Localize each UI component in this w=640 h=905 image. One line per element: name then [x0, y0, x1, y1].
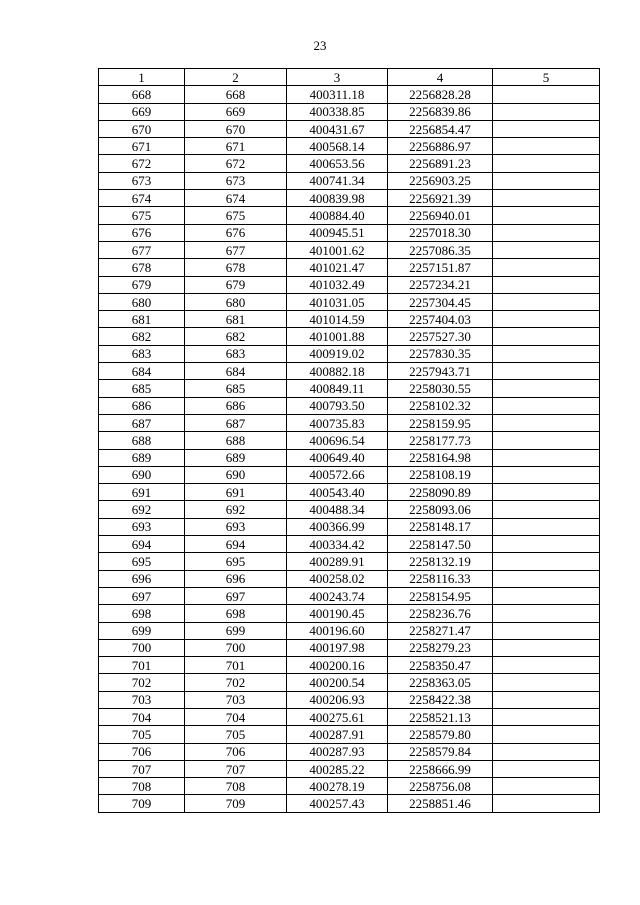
table-cell: 673 — [99, 172, 185, 189]
table-row — [99, 207, 600, 224]
table-row — [99, 449, 600, 466]
table-cell: 687 — [99, 414, 185, 431]
table-cell: 693 — [99, 518, 185, 535]
table-cell: 400285.22 — [287, 760, 388, 777]
table-cell — [493, 466, 600, 483]
table-cell: 694 — [99, 536, 185, 553]
table-cell — [493, 138, 600, 155]
table-cell: 401001.88 — [287, 328, 388, 345]
table-cell — [493, 570, 600, 587]
table-cell — [493, 328, 600, 345]
table-row — [99, 414, 600, 431]
table-cell: 400568.14 — [287, 138, 388, 155]
table-cell: 2258159.95 — [388, 414, 493, 431]
table-cell: 400338.85 — [287, 103, 388, 120]
table-cell — [493, 172, 600, 189]
table-cell: 400200.16 — [287, 657, 388, 674]
table-cell: 2258093.06 — [388, 501, 493, 518]
table-cell — [493, 345, 600, 362]
table-row — [99, 138, 600, 155]
table-cell — [493, 778, 600, 795]
table-cell: 2258147.50 — [388, 536, 493, 553]
table-cell: 685 — [185, 380, 287, 397]
column-header: 1 — [99, 69, 185, 86]
table-cell — [493, 674, 600, 691]
table-cell: 401031.05 — [287, 293, 388, 310]
table-cell: 2258521.13 — [388, 708, 493, 725]
table-cell: 694 — [185, 536, 287, 553]
table-cell: 2257018.30 — [388, 224, 493, 241]
table-cell — [493, 639, 600, 656]
table-cell: 669 — [99, 103, 185, 120]
table-cell: 400653.56 — [287, 155, 388, 172]
column-header: 5 — [493, 69, 600, 86]
table-cell: 2258154.95 — [388, 587, 493, 604]
table-cell: 400741.34 — [287, 172, 388, 189]
column-header: 2 — [185, 69, 287, 86]
table-cell: 669 — [185, 103, 287, 120]
table-cell — [493, 311, 600, 328]
table-cell: 2258132.19 — [388, 553, 493, 570]
table-row — [99, 328, 600, 345]
table-cell — [493, 190, 600, 207]
table-cell: 675 — [185, 207, 287, 224]
table-cell: 2256891.23 — [388, 155, 493, 172]
table-cell: 2258579.84 — [388, 743, 493, 760]
coordinates-table — [98, 68, 600, 813]
table-row — [99, 86, 600, 103]
table-cell: 2257404.03 — [388, 311, 493, 328]
table-cell: 688 — [99, 432, 185, 449]
table-cell: 400882.18 — [287, 363, 388, 380]
table-cell — [493, 743, 600, 760]
table-cell: 400275.61 — [287, 708, 388, 725]
table-cell: 676 — [99, 224, 185, 241]
table-cell — [493, 484, 600, 501]
table-cell: 692 — [99, 501, 185, 518]
table-cell — [493, 155, 600, 172]
table-cell: 400278.19 — [287, 778, 388, 795]
table-row — [99, 536, 600, 553]
table-header-row — [99, 69, 600, 86]
table-cell — [493, 86, 600, 103]
table-cell: 400884.40 — [287, 207, 388, 224]
table-row — [99, 639, 600, 656]
table-cell: 698 — [185, 605, 287, 622]
table-cell: 674 — [185, 190, 287, 207]
table-cell: 700 — [99, 639, 185, 656]
table-cell: 2258279.23 — [388, 639, 493, 656]
table-row — [99, 674, 600, 691]
table-cell: 681 — [185, 311, 287, 328]
table-cell: 2258090.89 — [388, 484, 493, 501]
table-cell: 684 — [185, 363, 287, 380]
table-cell — [493, 708, 600, 725]
table-cell — [493, 587, 600, 604]
table-cell: 708 — [99, 778, 185, 795]
table-cell: 400257.43 — [287, 795, 388, 812]
table-cell — [493, 760, 600, 777]
table-cell — [493, 605, 600, 622]
table-cell: 670 — [185, 120, 287, 137]
table-row — [99, 778, 600, 795]
table-cell: 400200.54 — [287, 674, 388, 691]
table-cell: 2258116.33 — [388, 570, 493, 587]
table-cell: 675 — [99, 207, 185, 224]
table-cell: 2256828.28 — [388, 86, 493, 103]
table-cell — [493, 103, 600, 120]
table-cell: 686 — [99, 397, 185, 414]
table-row — [99, 466, 600, 483]
table-cell: 706 — [185, 743, 287, 760]
table-cell — [493, 241, 600, 258]
table-cell: 679 — [185, 276, 287, 293]
table-cell: 679 — [99, 276, 185, 293]
table-cell: 699 — [185, 622, 287, 639]
table-cell — [493, 622, 600, 639]
table-cell: 689 — [99, 449, 185, 466]
table-cell: 668 — [185, 86, 287, 103]
table-cell — [493, 120, 600, 137]
table-cell: 2257943.71 — [388, 363, 493, 380]
table-row — [99, 311, 600, 328]
table-cell: 400287.91 — [287, 726, 388, 743]
table-cell: 400431.67 — [287, 120, 388, 137]
table-cell: 2256886.97 — [388, 138, 493, 155]
table-cell: 2258164.98 — [388, 449, 493, 466]
table-cell: 2258350.47 — [388, 657, 493, 674]
table-cell: 704 — [99, 708, 185, 725]
table-row — [99, 570, 600, 587]
table-cell: 2256839.86 — [388, 103, 493, 120]
table-cell — [493, 414, 600, 431]
table-cell: 691 — [99, 484, 185, 501]
table-cell: 674 — [99, 190, 185, 207]
table-cell: 678 — [185, 259, 287, 276]
table-row — [99, 432, 600, 449]
table-cell: 2256940.01 — [388, 207, 493, 224]
table-cell: 682 — [185, 328, 287, 345]
table-row — [99, 241, 600, 258]
table-row — [99, 484, 600, 501]
table-cell: 2257234.21 — [388, 276, 493, 293]
table-cell: 2258236.76 — [388, 605, 493, 622]
table-cell: 683 — [185, 345, 287, 362]
table-cell: 703 — [185, 691, 287, 708]
table-cell: 673 — [185, 172, 287, 189]
table-row — [99, 190, 600, 207]
table-cell: 676 — [185, 224, 287, 241]
table-row — [99, 708, 600, 725]
table-cell: 400190.45 — [287, 605, 388, 622]
table-cell — [493, 432, 600, 449]
table-cell: 2258148.17 — [388, 518, 493, 535]
table-cell: 2258102.32 — [388, 397, 493, 414]
table-row — [99, 587, 600, 604]
table-cell: 672 — [99, 155, 185, 172]
table-cell — [493, 553, 600, 570]
table-cell: 400649.40 — [287, 449, 388, 466]
table-cell — [493, 657, 600, 674]
table-cell: 703 — [99, 691, 185, 708]
table-body — [99, 86, 600, 812]
table-row — [99, 605, 600, 622]
table-cell: 693 — [185, 518, 287, 535]
table-cell: 697 — [99, 587, 185, 604]
table-cell — [493, 207, 600, 224]
table-cell — [493, 726, 600, 743]
table-cell — [493, 501, 600, 518]
table-row — [99, 276, 600, 293]
table-cell: 677 — [99, 241, 185, 258]
table-cell: 697 — [185, 587, 287, 604]
table-cell: 400488.34 — [287, 501, 388, 518]
table-cell: 705 — [99, 726, 185, 743]
table-cell: 671 — [185, 138, 287, 155]
table-cell: 707 — [99, 760, 185, 777]
table-cell: 400366.99 — [287, 518, 388, 535]
table-cell: 400793.50 — [287, 397, 388, 414]
table-cell: 677 — [185, 241, 287, 258]
page-number: 23 — [313, 38, 327, 53]
table-cell — [493, 224, 600, 241]
table-row — [99, 224, 600, 241]
table-row — [99, 345, 600, 362]
table-cell: 690 — [185, 466, 287, 483]
table-row — [99, 743, 600, 760]
table-cell: 400206.93 — [287, 691, 388, 708]
table-cell — [493, 293, 600, 310]
table-row — [99, 553, 600, 570]
table-row — [99, 795, 600, 812]
table-cell: 671 — [99, 138, 185, 155]
table-cell: 400197.98 — [287, 639, 388, 656]
table-cell — [493, 380, 600, 397]
table-cell: 700 — [185, 639, 287, 656]
table-cell: 702 — [99, 674, 185, 691]
table-row — [99, 155, 600, 172]
table-cell: 2258177.73 — [388, 432, 493, 449]
table-cell: 2256921.39 — [388, 190, 493, 207]
table-cell: 692 — [185, 501, 287, 518]
table-cell — [493, 363, 600, 380]
table-cell: 682 — [99, 328, 185, 345]
table-cell — [493, 276, 600, 293]
table-cell: 400243.74 — [287, 587, 388, 604]
table-row — [99, 293, 600, 310]
table-cell: 2258271.47 — [388, 622, 493, 639]
table-cell: 681 — [99, 311, 185, 328]
column-header: 3 — [287, 69, 388, 86]
table-cell: 2258030.55 — [388, 380, 493, 397]
table-cell: 400919.02 — [287, 345, 388, 362]
table-cell: 400839.98 — [287, 190, 388, 207]
table-cell: 400696.54 — [287, 432, 388, 449]
table-cell: 670 — [99, 120, 185, 137]
table-cell: 709 — [99, 795, 185, 812]
table-cell: 685 — [99, 380, 185, 397]
table-cell: 2257527.30 — [388, 328, 493, 345]
table-cell: 680 — [99, 293, 185, 310]
table-cell — [493, 397, 600, 414]
table-cell: 689 — [185, 449, 287, 466]
table-cell: 695 — [99, 553, 185, 570]
table-cell: 691 — [185, 484, 287, 501]
table-cell — [493, 536, 600, 553]
table-cell: 401021.47 — [287, 259, 388, 276]
table-row — [99, 691, 600, 708]
table-row — [99, 501, 600, 518]
table-cell: 400287.93 — [287, 743, 388, 760]
table-cell: 706 — [99, 743, 185, 760]
table-cell: 672 — [185, 155, 287, 172]
table-cell: 2258108.19 — [388, 466, 493, 483]
table-cell — [493, 259, 600, 276]
table-cell: 686 — [185, 397, 287, 414]
table-cell: 2258422.38 — [388, 691, 493, 708]
table-cell: 400945.51 — [287, 224, 388, 241]
table-cell: 2256854.47 — [388, 120, 493, 137]
table-cell: 2258579.80 — [388, 726, 493, 743]
table-row — [99, 397, 600, 414]
table-cell: 2258756.08 — [388, 778, 493, 795]
table-cell: 704 — [185, 708, 287, 725]
table-row — [99, 726, 600, 743]
table-cell — [493, 795, 600, 812]
table-cell: 400311.18 — [287, 86, 388, 103]
table-cell: 2256903.25 — [388, 172, 493, 189]
table-row — [99, 103, 600, 120]
table-cell: 702 — [185, 674, 287, 691]
table-cell: 400543.40 — [287, 484, 388, 501]
table-row — [99, 380, 600, 397]
table-row — [99, 760, 600, 777]
table-cell: 2257304.45 — [388, 293, 493, 310]
table-cell: 400735.83 — [287, 414, 388, 431]
table-row — [99, 120, 600, 137]
table-cell: 695 — [185, 553, 287, 570]
table-cell — [493, 518, 600, 535]
table-cell: 400289.91 — [287, 553, 388, 570]
table-cell: 2257086.35 — [388, 241, 493, 258]
table-cell: 400334.42 — [287, 536, 388, 553]
table-cell: 2258851.46 — [388, 795, 493, 812]
table-cell: 709 — [185, 795, 287, 812]
table-cell: 684 — [99, 363, 185, 380]
table-cell: 683 — [99, 345, 185, 362]
table-cell: 708 — [185, 778, 287, 795]
table-cell: 400258.02 — [287, 570, 388, 587]
table-cell: 701 — [99, 657, 185, 674]
table-cell: 701 — [185, 657, 287, 674]
table-cell: 696 — [99, 570, 185, 587]
table-row — [99, 518, 600, 535]
table-cell: 698 — [99, 605, 185, 622]
table-row — [99, 657, 600, 674]
table-cell: 400849.11 — [287, 380, 388, 397]
table-cell: 401032.49 — [287, 276, 388, 293]
table-row — [99, 259, 600, 276]
table-row — [99, 622, 600, 639]
table-cell: 2258363.05 — [388, 674, 493, 691]
table-cell — [493, 449, 600, 466]
table-cell: 687 — [185, 414, 287, 431]
table-row — [99, 363, 600, 380]
table-row — [99, 172, 600, 189]
table-cell: 696 — [185, 570, 287, 587]
table-cell: 678 — [99, 259, 185, 276]
table-cell: 2257151.87 — [388, 259, 493, 276]
table-cell: 2258666.99 — [388, 760, 493, 777]
table-cell: 668 — [99, 86, 185, 103]
table-cell: 707 — [185, 760, 287, 777]
table-cell: 2257830.35 — [388, 345, 493, 362]
table-cell: 401001.62 — [287, 241, 388, 258]
table-cell: 401014.59 — [287, 311, 388, 328]
column-header: 4 — [388, 69, 493, 86]
table-cell: 699 — [99, 622, 185, 639]
table-cell: 705 — [185, 726, 287, 743]
table-cell: 680 — [185, 293, 287, 310]
table-cell — [493, 691, 600, 708]
table-cell: 688 — [185, 432, 287, 449]
table-cell: 690 — [99, 466, 185, 483]
table-cell: 400572.66 — [287, 466, 388, 483]
table-cell: 400196.60 — [287, 622, 388, 639]
